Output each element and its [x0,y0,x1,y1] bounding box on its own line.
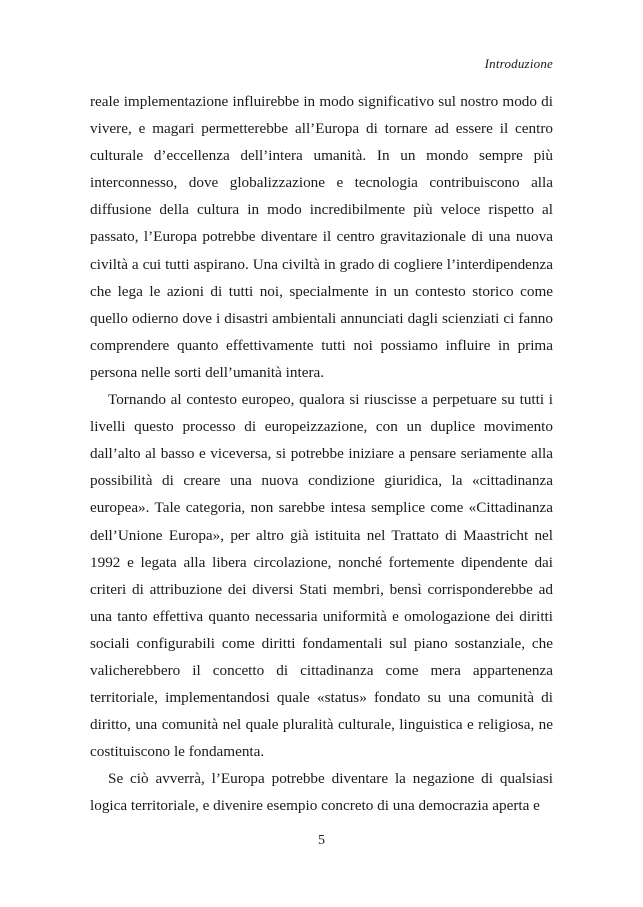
paragraph-european-context: Tornando al contesto europeo, qualora si riuscisse a perpetuare su tutti i livelli questo processo di europeizzazione, con un duplice movimento dall’alto al basso e viceversa, si potrebbe iniziare a pensare seriamente alla possibilità di creare una nuova condizione giuridica, la «cittadinanza europea». Tale categoria, non sarebbe intesa semplice come «Cittadinanza dell’Unione Europa», per altro già istituita nel Trattato di Maastricht nel 1992 e legata alla libera circolazione, nonché fortemente dipendente dai criteri di attribuzione dei diversi Stati membri, bensì corrisponderebbe ad una tanto effettiva quanto necessaria uniformità e omologazione dei diritti sociali configurabili come diritti fondamentali sul piano sostanziale, che valicherebbero il concetto di cittadinanza come mera appartenenza territoriale, implementandosi quale «status» fondato su una comunità di diritto, una comunità nel quale pluralità culturale, linguistica e religiosa, ne costituiscono le fondamenta. [90,391,553,761]
paragraph-continuation: reale implementazione influirebbe in modo significativo sul nostro modo di vivere, e magari permetterebbe all’Europa di tornare ad essere il centro culturale d’eccellenza dell’intera umanità. In un mondo sempre più interconnesso, dove globalizzazione e tecnologia contribuiscono alla diffusione della cultura in modo incredibilmente più veloce rispetto al passato, l’Europa potrebbe diventare il centro gravitazionale di una nuova civiltà a cui tutti aspirano. Una civiltà in grado di cogliere l’interdipendenza che lega le azioni di tutti noi, specialmente in un contesto storico come quello odierno dove i disastri ambientali annunciati dagli scienziati ci fanno comprendere quanto effettivamente tutti noi possiamo influire in prima persona nelle sorti dell’umanità intera. [90,93,553,381]
paragraph-conclusion-start: Se ciò avverrà, l’Europa potrebbe diventare la negazione di qualsiasi logica territoriale, e divenire esempio concreto di una democrazia aperta e [90,770,553,815]
page-number: 5 [318,833,325,848]
running-header: Introduzione [484,56,553,71]
body-text [90,88,553,820]
